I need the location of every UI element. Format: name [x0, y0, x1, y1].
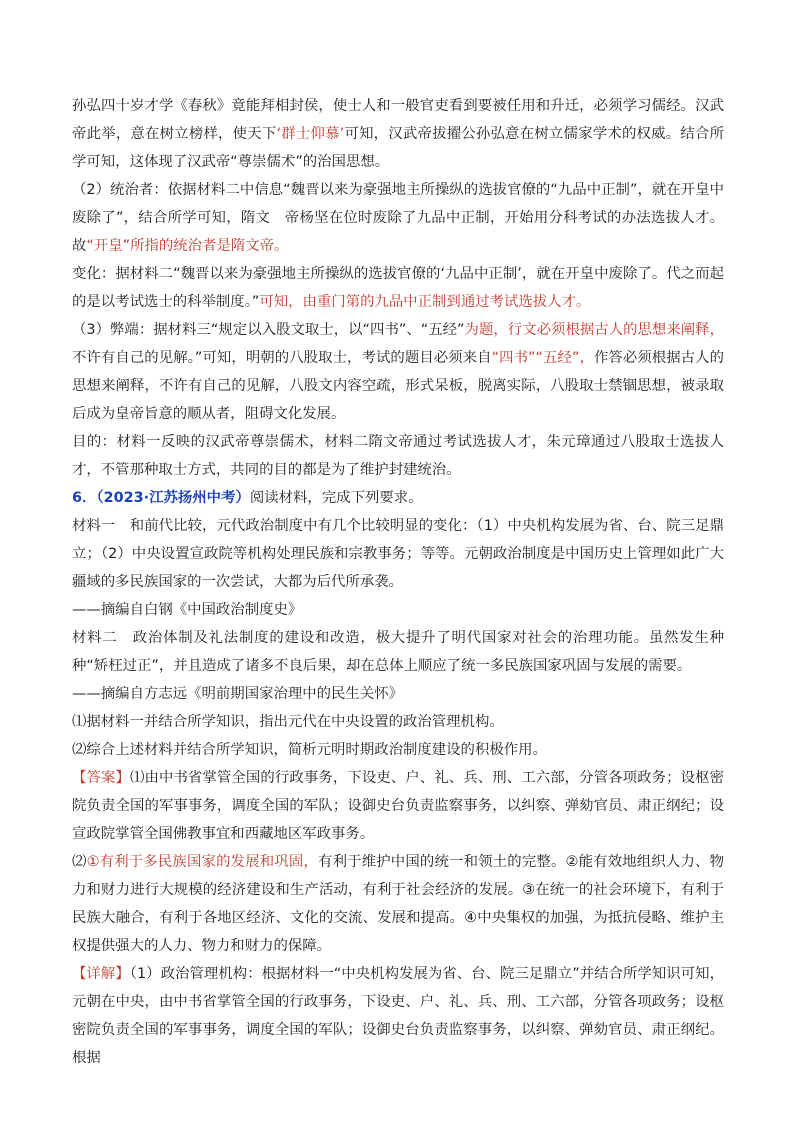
- answer-1: [72, 764, 724, 848]
- text: 可知，汉武帝拔擢公孙弘意在树立儒家学术的权威。结合所学可知，这体现了汉武帝“尊崇儒术”的治国思想。: [72, 126, 724, 170]
- highlight-text: ‘群士仰慕’: [276, 126, 345, 142]
- text: 目的：材料一反映的汉武帝尊崇儒术，材料二隋文帝通过考试选拔人才，朱元璋通过八股取士选拔人才，不管那种取士方式，共同的目的都是为了维护封建统治。: [72, 434, 724, 478]
- paragraph-q5-change: [72, 260, 724, 316]
- detail-1: [72, 960, 724, 1072]
- highlight-text: 为题，行文必须根据古人的思想来阐释，: [464, 322, 724, 338]
- text: （3）弊端：据材料三“规定以入股文取士，以“四书”、“五经”: [72, 322, 465, 338]
- text: 材料二 政治体制及礼法制度的建设和改造，极大提升了明代国家对社会的治理功能。虽然发生种种“矫枉过正”，并且造成了诸多不良后果，却在总体上顺应了统一多民族国家巩固与发展的需要。: [72, 630, 724, 674]
- question-6-header: [72, 484, 724, 512]
- sub-question-2: [72, 736, 724, 764]
- text: 不许有自己的见解。”可知，明朝的八股取士，考试的题目必须来自: [72, 350, 492, 366]
- text: ——摘编自白钢《中国政治制度史》: [72, 602, 303, 618]
- highlight-text: ①有利于多民族国家的发展和巩固，: [86, 854, 319, 870]
- material-1: [72, 512, 724, 596]
- text: ⑵综合上述材料并结合所学知识，简析元明时期政治制度建设的积极作用。: [72, 742, 547, 758]
- text: ⑵: [72, 854, 87, 870]
- question-stem: 阅读材料，完成下列要求。: [249, 490, 423, 506]
- material-2-source: [72, 680, 724, 708]
- highlight-text: 可知，由重门第的九品中正制到通过考试选拔人才。: [259, 294, 591, 310]
- sub-question-1: [72, 708, 724, 736]
- paragraph-q5-purpose: [72, 428, 724, 484]
- text: 作答必须根据古人的思想来阐释，不许有自己的见解，八股文内容空疏，形式呆板，脱离实际，八股取士禁锢思想，被录取后成为皇帝旨意的顺从者，阻碍文化发展。: [72, 350, 724, 422]
- highlight-text: “开皇”所指的统治者是隋文帝。: [86, 238, 289, 254]
- text: 材料一 和前代比较，元代政治制度中有几个比较明显的变化：（1）中央机构发展为省、台、院三足鼎立；（2）中央设置宣政院等机构处理民族和宗教事务；等等。元朝政治制度是中国历史上管理如此广大疆域的多民族国家的一次尝试，大都为后代所承袭。: [72, 518, 724, 590]
- text: ——摘编自方志远《明前期国家治理中的民生关怀》: [72, 686, 403, 702]
- highlight-text: “四书”“五经”，: [491, 350, 594, 366]
- text: （2）统治者：依据材料二中信息“魏晋以来为豪强地主所操纵的选拔官僚的“九品中正制”，就在开皇中废除了”，结合所学可知，隋文 帝杨坚在位时废除了九品中正制，开始用分科考试的办法选拔人才。故: [72, 182, 724, 254]
- paragraph-q5-analysis-1: [72, 92, 724, 176]
- paragraph-q5-drawback: [72, 316, 724, 428]
- text: ⑴据材料一并结合所学知识，指出元代在中央设置的政治管理机构。: [72, 714, 504, 730]
- question-number: 6．: [72, 490, 97, 506]
- question-source-tag: （2023·江苏扬州中考）: [96, 490, 250, 506]
- material-2: [72, 624, 724, 680]
- text: 变化：据材料二“魏晋以来为豪强地主所操纵的选拔官僚的‘九品中正制’，就在开皇中废除了。代之而起的是以考试选士的科举制度。”: [72, 266, 724, 310]
- answer-tag: 【答案】: [72, 770, 130, 786]
- answer-2: [72, 848, 724, 960]
- text: （1）政治管理机构：根据材料一“中央机构发展为省、台、院三足鼎立”并结合所学知识可知，元朝在中央，由中书省掌管全国的行政事务，下设吏、户、礼、兵、刑、工六部，分管各项政务；设枢密院负责全国的军事事务，调度全国的军队；设御史台负责监察事务，以纠察、弹劾官员、肃正纲纪。根据: [72, 966, 724, 1066]
- paragraph-q5-ruler: [72, 176, 724, 260]
- text: 有利于维护中国的统一和领土的完整。②能有效地组织人力、物力和财力进行大规模的经济建设和生产活动，有利于社会经济的发展。③在统一的社会环境下，有利于民族大融合，有利于各地区经济、文化的交流、发展和提高。④中央集权的加强，为抵抗侵略、维护主权提供强大的人力、物力和财力的保障。: [72, 854, 724, 954]
- text: 孙弘四十岁才学《春秋》竟能拜相封侯，使士人和一般官吏看到要被任用和升迁，必须学习儒经。汉武帝此举，意在树立榜样，使天下: [72, 98, 724, 142]
- detail-tag: 【详解】: [72, 966, 130, 982]
- text: ⑴由中书省掌管全国的行政事务，下设吏、户、礼、兵、刑、工六部，分管各项政务；设枢密院负责全国的军事事务，调度全国的军队；设御史台负责监察事务，以纠察、弹劾官员、肃正纲纪；设宣政院掌管全国佛教事宜和西藏地区军政事务。: [72, 770, 724, 842]
- document-page: [72, 92, 724, 1072]
- material-1-source: [72, 596, 724, 624]
